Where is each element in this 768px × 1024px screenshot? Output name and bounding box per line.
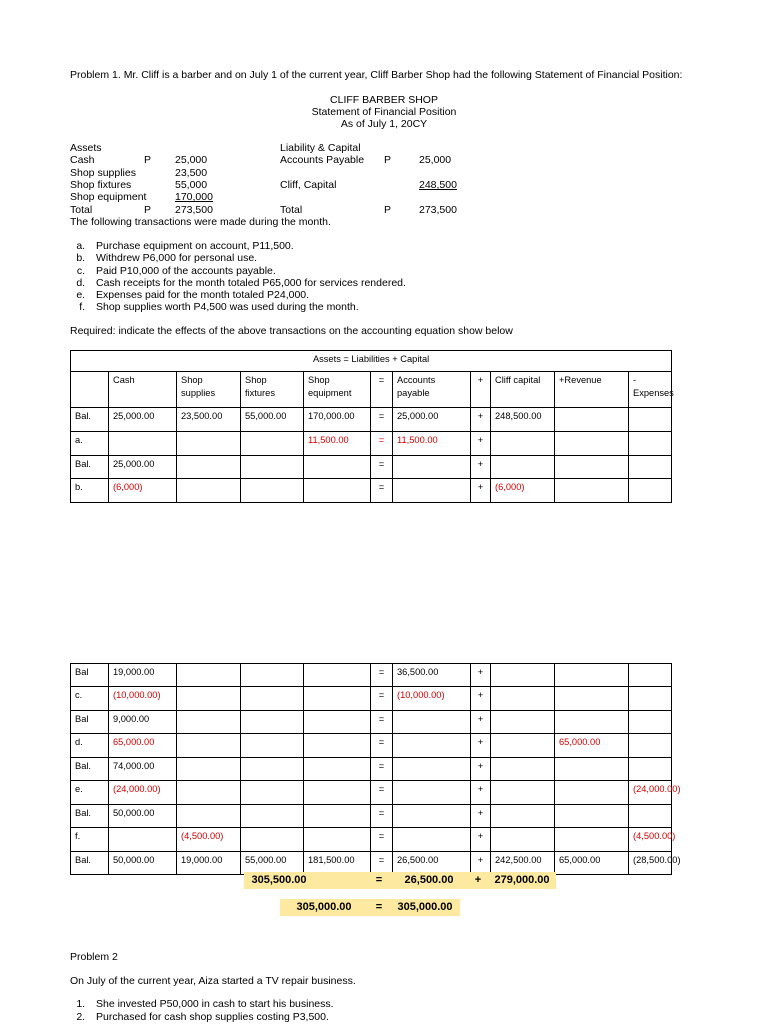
cell-accounts-payable <box>393 828 471 852</box>
cell-equals: = <box>371 432 393 456</box>
header-shop-fixtures: Shop fixtures <box>241 372 304 408</box>
cell-shop-supplies <box>177 711 241 734</box>
header-cash: Cash <box>109 372 177 408</box>
cell-cliff-capital <box>491 456 555 479</box>
cell-equals: = <box>371 734 393 758</box>
cell-cash: 50,000.00 <box>109 805 177 828</box>
problem-1-intro: Problem 1. Mr. Cliff is a barber and on July 1 of the current year, Cliff Barber Shop had the following Statement of Financial Position: <box>70 69 683 81</box>
problem-2-heading: Problem 2 <box>70 951 118 963</box>
cell-cliff-capital: 242,500.00 <box>491 852 555 875</box>
company-name: CLIFF BARBER SHOP <box>330 94 438 106</box>
cell-expenses <box>629 456 672 479</box>
cell-revenue <box>555 828 629 852</box>
cell-accounts-payable <box>393 711 471 734</box>
cell-shop-equipment <box>304 711 371 734</box>
header-shop-equipment: Shop equipment <box>304 372 371 408</box>
cell-expenses: (24,000.00) <box>629 781 672 805</box>
cell-row-label: Bal. <box>71 852 109 875</box>
cell-cash <box>109 828 177 852</box>
peso-sign: P <box>144 154 152 166</box>
problem-2-list <box>70 998 334 1023</box>
cell-shop-fixtures <box>241 805 304 828</box>
cell-shop-supplies <box>177 781 241 805</box>
table-row <box>71 456 672 479</box>
cell-expenses <box>629 805 672 828</box>
total-capital-computed: 279,000.00 <box>488 872 556 889</box>
cell-expenses <box>629 664 672 687</box>
cell-equals: = <box>371 664 393 687</box>
cell-cliff-capital <box>491 781 555 805</box>
cell-row-label: a. <box>71 432 109 456</box>
liab-capital-total-check: 305,000.00 <box>390 899 460 916</box>
header-accounts-payable: Accounts payable <box>393 372 471 408</box>
asset-label-cash: Cash <box>70 154 95 166</box>
equals-sign: = <box>368 899 390 916</box>
problem-2-item: 2. Purchased for cash shop supplies costing P3,500. <box>88 1011 334 1024</box>
cell-revenue <box>555 758 629 781</box>
peso-sign: P <box>384 204 392 216</box>
cell-shop-supplies: 19,000.00 <box>177 852 241 875</box>
asset-label-fixtures: Shop fixtures <box>70 179 132 191</box>
transactions-list <box>70 240 406 314</box>
cell-shop-equipment <box>304 687 371 711</box>
cell-shop-equipment <box>304 734 371 758</box>
cell-expenses <box>629 408 672 432</box>
cell-cash <box>109 432 177 456</box>
cell-shop-fixtures: 55,000.00 <box>241 408 304 432</box>
liabilities-heading: Liability & Capital <box>280 142 361 154</box>
cell-cash: (24,000.00) <box>109 781 177 805</box>
cell-expenses <box>629 711 672 734</box>
cell-expenses <box>629 432 672 456</box>
assets-heading: Assets <box>70 142 102 154</box>
cell-cliff-capital <box>491 734 555 758</box>
cell-accounts-payable: 36,500.00 <box>393 664 471 687</box>
transactions-intro: The following transactions were made during the month. <box>70 216 331 228</box>
cell-shop-fixtures <box>241 664 304 687</box>
header-row-label <box>71 372 109 408</box>
cell-cliff-capital <box>491 758 555 781</box>
header-revenue: +Revenue <box>555 372 629 408</box>
cell-expenses: (28,500.00) <box>629 852 672 875</box>
cell-revenue <box>555 664 629 687</box>
table-row <box>71 758 672 781</box>
cell-shop-fixtures <box>241 432 304 456</box>
cell-accounts-payable: 11,500.00 <box>393 432 471 456</box>
cell-equals: = <box>371 456 393 479</box>
cell-cliff-capital <box>491 664 555 687</box>
cell-revenue: 65,000.00 <box>555 734 629 758</box>
asset-label-supplies: Shop supplies <box>70 167 136 179</box>
total-label: Total <box>70 204 93 216</box>
cell-revenue <box>555 408 629 432</box>
cell-shop-fixtures <box>241 479 304 503</box>
cell-shop-equipment: 11,500.00 <box>304 432 371 456</box>
statement-date: As of July 1, 20CY <box>340 118 428 130</box>
table-row <box>71 687 672 711</box>
cell-expenses <box>629 734 672 758</box>
asset-value-fixtures: 55,000 <box>175 179 208 191</box>
cell-cash: 19,000.00 <box>109 664 177 687</box>
cell-expenses <box>629 758 672 781</box>
problem-2-text: On July of the current year, Aiza started a TV repair business. <box>70 975 356 987</box>
total-label: Total <box>280 204 303 216</box>
equals-sign: = <box>368 872 390 889</box>
transaction-item: b. Withdrew P6,000 for personal use. <box>88 252 406 264</box>
total-assets-computed: 305,500.00 <box>244 872 314 889</box>
cell-shop-equipment <box>304 805 371 828</box>
cell-shop-supplies <box>177 758 241 781</box>
cell-plus: + <box>471 687 491 711</box>
cell-accounts-payable <box>393 734 471 758</box>
cell-equals: = <box>371 805 393 828</box>
cell-cliff-capital: 248,500.00 <box>491 408 555 432</box>
cell-revenue <box>555 711 629 734</box>
cell-expenses <box>629 479 672 503</box>
cell-cash: 74,000.00 <box>109 758 177 781</box>
liab-value-capital: 248,500 <box>419 179 457 191</box>
cell-accounts-payable: 25,000.00 <box>393 408 471 432</box>
cell-accounts-payable <box>393 805 471 828</box>
cell-cliff-capital <box>491 828 555 852</box>
cell-shop-equipment <box>304 456 371 479</box>
cell-row-label: f. <box>71 828 109 852</box>
header-equals: = <box>371 372 393 408</box>
cell-revenue <box>555 687 629 711</box>
table-row <box>71 408 672 432</box>
header-plus: + <box>471 372 491 408</box>
cell-equals: = <box>371 408 393 432</box>
cell-row-label: e. <box>71 781 109 805</box>
cell-equals: = <box>371 711 393 734</box>
cell-row-label: Bal <box>71 664 109 687</box>
cell-cliff-capital <box>491 432 555 456</box>
cell-cliff-capital <box>491 687 555 711</box>
cell-plus: + <box>471 781 491 805</box>
cell-accounts-payable <box>393 781 471 805</box>
table-row <box>71 781 672 805</box>
cell-equals: = <box>371 781 393 805</box>
cell-plus: + <box>471 711 491 734</box>
cell-plus: + <box>471 432 491 456</box>
asset-value-cash: 25,000 <box>175 154 208 166</box>
cell-cash: 50,000.00 <box>109 852 177 875</box>
highlight-spacer <box>314 872 368 889</box>
cell-accounts-payable: 26,500.00 <box>393 852 471 875</box>
cell-revenue <box>555 456 629 479</box>
cell-revenue: 65,000.00 <box>555 852 629 875</box>
cell-accounts-payable <box>393 758 471 781</box>
cell-expenses: (4,500.00) <box>629 828 672 852</box>
total-liabilities-capital: 273,500 <box>419 204 457 216</box>
cell-shop-supplies <box>177 734 241 758</box>
cell-cash: 25,000.00 <box>109 408 177 432</box>
cell-plus: + <box>471 805 491 828</box>
cell-shop-equipment <box>304 758 371 781</box>
assets-total-check: 305,000.00 <box>280 899 368 916</box>
cell-equals: = <box>371 828 393 852</box>
total-assets: 273,500 <box>175 204 213 216</box>
table-row <box>71 479 672 503</box>
cell-shop-supplies <box>177 687 241 711</box>
cell-equals: = <box>371 758 393 781</box>
transaction-item: c. Paid P10,000 of the accounts payable. <box>88 265 406 277</box>
cell-shop-fixtures <box>241 734 304 758</box>
cell-revenue <box>555 781 629 805</box>
required-instruction: Required: indicate the effects of the above transactions on the accounting equation show below <box>70 325 513 337</box>
equation-title: Assets = Liabilities + Capital <box>71 351 672 372</box>
cell-plus: + <box>471 664 491 687</box>
table-row <box>71 734 672 758</box>
cell-equals: = <box>371 479 393 503</box>
cell-cash: (6,000) <box>109 479 177 503</box>
cell-accounts-payable: (10,000.00) <box>393 687 471 711</box>
header-cliff-capital: Cliff capital <box>491 372 555 408</box>
transaction-item: d. Cash receipts for the month totaled P65,000 for services rendered. <box>88 277 406 289</box>
cell-cash: 25,000.00 <box>109 456 177 479</box>
cell-equals: = <box>371 852 393 875</box>
cell-row-label: Bal. <box>71 805 109 828</box>
cell-cliff-capital <box>491 805 555 828</box>
cell-cash: (10,000.00) <box>109 687 177 711</box>
asset-value-supplies: 23,500 <box>175 167 208 179</box>
table-row <box>71 432 672 456</box>
liab-label-capital: Cliff, Capital <box>280 179 337 191</box>
accounting-equation-table-1 <box>70 350 672 503</box>
cell-shop-equipment <box>304 828 371 852</box>
cell-plus: + <box>471 852 491 875</box>
cell-accounts-payable <box>393 479 471 503</box>
cell-equals: = <box>371 687 393 711</box>
cell-shop-equipment <box>304 781 371 805</box>
cell-cash: 9,000.00 <box>109 711 177 734</box>
cell-shop-supplies <box>177 479 241 503</box>
peso-sign: P <box>384 154 392 166</box>
cell-row-label: Bal. <box>71 408 109 432</box>
cell-expenses <box>629 687 672 711</box>
cell-revenue <box>555 479 629 503</box>
cell-row-label: Bal. <box>71 758 109 781</box>
cell-shop-equipment: 170,000.00 <box>304 408 371 432</box>
table-row <box>71 711 672 734</box>
cell-row-label: d. <box>71 734 109 758</box>
cell-shop-fixtures <box>241 456 304 479</box>
cell-shop-fixtures <box>241 687 304 711</box>
cell-row-label: b. <box>71 479 109 503</box>
plus-sign: + <box>468 872 488 889</box>
cell-plus: + <box>471 408 491 432</box>
peso-sign: P <box>144 204 152 216</box>
cell-shop-fixtures <box>241 758 304 781</box>
cell-accounts-payable <box>393 456 471 479</box>
liab-value-accounts-payable: 25,000 <box>419 154 452 166</box>
transaction-item: f. Shop supplies worth P4,500 was used during the month. <box>88 301 406 313</box>
cell-shop-fixtures <box>241 711 304 734</box>
cell-shop-fixtures: 55,000.00 <box>241 852 304 875</box>
cell-shop-supplies: 23,500.00 <box>177 408 241 432</box>
header-expenses: - Expenses <box>629 372 672 408</box>
cell-shop-supplies <box>177 664 241 687</box>
cell-shop-equipment <box>304 664 371 687</box>
statement-title: Statement of Financial Position <box>311 106 457 118</box>
cell-plus: + <box>471 479 491 503</box>
cell-shop-fixtures <box>241 828 304 852</box>
table-row <box>71 805 672 828</box>
cell-row-label: Bal <box>71 711 109 734</box>
cell-shop-supplies <box>177 432 241 456</box>
cell-row-label: Bal. <box>71 456 109 479</box>
cell-row-label: c. <box>71 687 109 711</box>
asset-label-equipment: Shop equipment <box>70 191 147 203</box>
cell-revenue <box>555 432 629 456</box>
problem-2-item: 1. She invested P50,000 in cash to start his business. <box>88 998 334 1011</box>
transaction-item: a. Purchase equipment on account, P11,500. <box>88 240 406 252</box>
table-row <box>71 664 672 687</box>
table-row <box>71 828 672 852</box>
total-liabilities-computed: 26,500.00 <box>390 872 468 889</box>
accounting-equation-table-2 <box>70 663 681 875</box>
cell-shop-supplies: (4,500.00) <box>177 828 241 852</box>
cell-cliff-capital: (6,000) <box>491 479 555 503</box>
cell-shop-supplies <box>177 805 241 828</box>
asset-value-equipment: 170,000 <box>175 191 213 203</box>
cell-plus: + <box>471 758 491 781</box>
cell-shop-equipment: 181,500.00 <box>304 852 371 875</box>
cell-plus: + <box>471 456 491 479</box>
liab-label-accounts-payable: Accounts Payable <box>280 154 365 166</box>
header-shop-supplies: Shop supplies <box>177 372 241 408</box>
cell-plus: + <box>471 828 491 852</box>
transaction-item: e. Expenses paid for the month totaled P24,000. <box>88 289 406 301</box>
cell-cash: 65,000.00 <box>109 734 177 758</box>
cell-plus: + <box>471 734 491 758</box>
cell-shop-supplies <box>177 456 241 479</box>
cell-revenue <box>555 805 629 828</box>
cell-shop-fixtures <box>241 781 304 805</box>
cell-cliff-capital <box>491 711 555 734</box>
cell-shop-equipment <box>304 479 371 503</box>
